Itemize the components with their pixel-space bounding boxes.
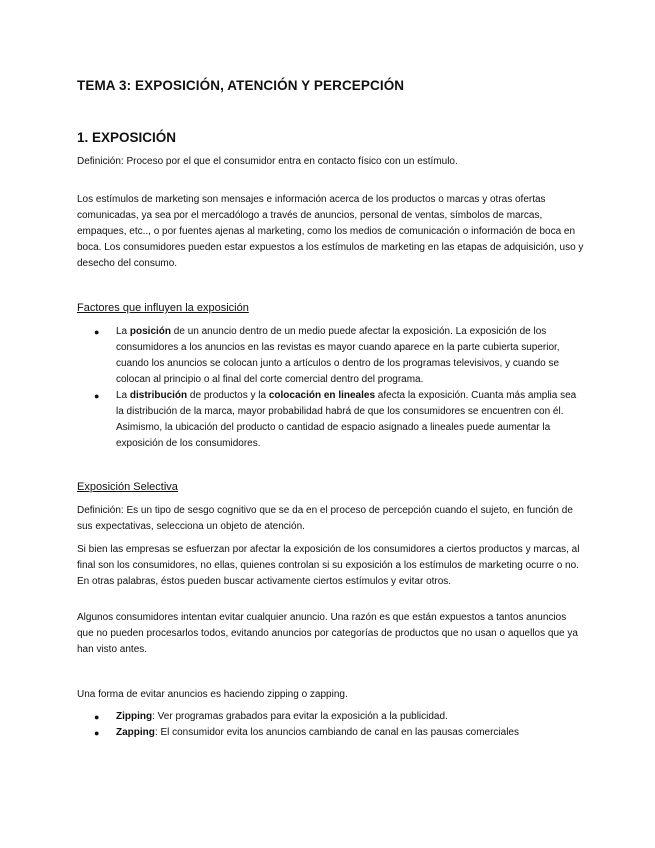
bold-term: posición (129, 326, 172, 337)
text: : El consumidor evita los anuncios cambiando de canal en las pausas comerciales (154, 727, 519, 738)
exposicion-definition: Definición: Proceso por el que el consumidor entra en contacto físico con un estímulo. (77, 156, 458, 167)
bullet-icon: ● (94, 327, 100, 337)
bold-term: colocación en lineales (268, 390, 376, 401)
factores-heading: Factores que influyen la exposición (77, 302, 249, 314)
section-heading-exposicion: 1. EXPOSICIÓN (77, 130, 177, 145)
text: : Ver programas grabados para evitar la exposición a la publicidad. (152, 711, 448, 722)
list-item (77, 324, 585, 388)
text: La (116, 326, 130, 337)
bold-term: Zipping (116, 711, 153, 722)
text: La (116, 390, 130, 401)
bold-term: distribución (129, 390, 188, 401)
list-item (77, 709, 585, 725)
selectiva-paragraph-1: Si bien las empresas se esfuerzan por afectar la exposición de los consumidores a ciertos productos y marcas, al final son los consumidores, no ellas, quienes controlan si su exposición a los estímulos de marketing ocurre o no. En otras palabras, éstos pueden buscar activamente ciertos estímulos y evitar otros. (77, 544, 580, 587)
text: de productos y la (187, 390, 269, 401)
selectiva-paragraph-2: Algunos consumidores intentan evitar cualquier anuncio. Una razón es que están expuestos a tantos anuncios que no pueden procesarlos todos, evitando anuncios por categorías de productos que no usan o aquellos que ya han visto antes. (77, 612, 578, 655)
bullet-icon: ● (94, 728, 100, 738)
text: de un anuncio dentro de un medio puede afectar la exposición. La exposición de los consumidores a los anuncios en las revistas es mayor cuando aparece en la parte cubierta superior, cuando los anuncios se colocan junto a artículos o dentro de los programas televisivos, y cuando se colocan al principio o al final del corte comercial dentro del programa. (116, 326, 560, 385)
list-item (77, 725, 585, 741)
text: afecta la exposición. Cuanta más amplia sea la distribución de la marca, mayor probabilidad habrá de que los consumidores se encuentren con él. Asimismo, la ubicación del producto o cantidad de espacio asignado a lineales puede aumentar la exposición de los consumidores. (116, 390, 577, 449)
bullet-icon: ● (94, 712, 100, 722)
document-title: TEMA 3: EXPOSICIÓN, ATENCIÓN Y PERCEPCIÓN (77, 78, 405, 93)
factores-list (77, 324, 585, 452)
bullet-icon: ● (94, 391, 100, 401)
list-item (77, 388, 585, 452)
zipping-zapping-list (77, 709, 585, 741)
exposicion-paragraph: Los estímulos de marketing son mensajes e información acerca de los productos o marcas y otras ofertas comunicadas, ya sea por el mercadólogo a través de anuncios, personal de ventas, símbolos de marcas, empaques, etc.., o por fuentes ajenas al marketing, como los medios de comunicación o información de boca en boca. Los consumidores pueden estar expuestos a los estímulos de marketing en las etapas de adquisición, uso y desecho del consumo. (77, 194, 584, 269)
selectiva-heading: Exposición Selectiva (77, 481, 178, 493)
selectiva-paragraph-3: Una forma de evitar anuncios es haciendo zipping o zapping. (77, 689, 348, 700)
selectiva-definition: Definición: Es un tipo de sesgo cognitivo que se da en el proceso de percepción cuando el sujeto, en función de sus expectativas, selecciona un objeto de atención. (77, 505, 573, 532)
bold-term: Zapping (116, 727, 155, 738)
